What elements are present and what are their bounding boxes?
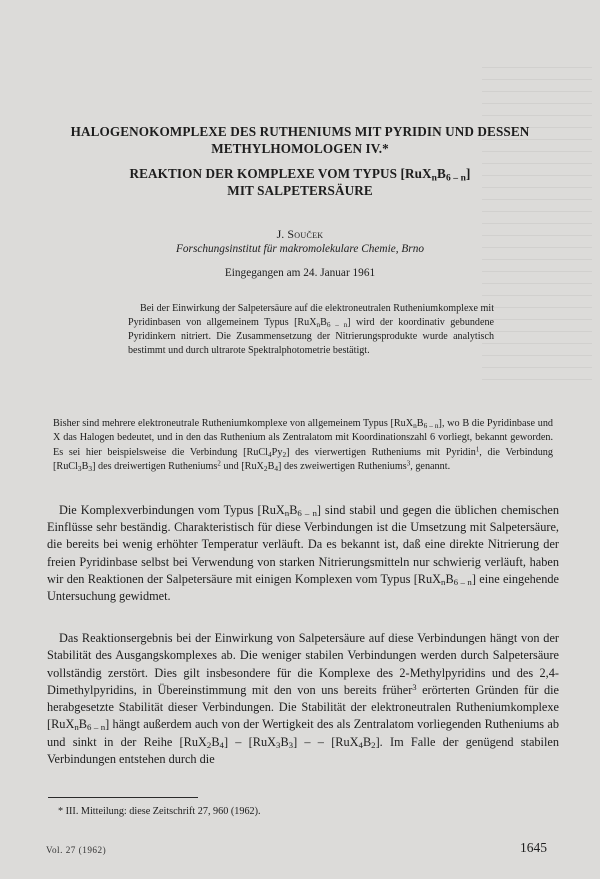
footnote-rule bbox=[48, 797, 198, 798]
author: J. Souček bbox=[276, 227, 324, 241]
footnote: * III. Mitteilung: diese Zeitschrift 27, 960 (1962). bbox=[58, 806, 261, 817]
title-line-1: HALOGENOKOMPLEXE DES RUTHENIUMS MIT PYRIDIN UND DESSEN bbox=[70, 124, 530, 139]
intro-paragraph: Bisher sind mehrere elektroneutrale Rutheniumkomplexe von allgemeinem Typus $[RuX_nB_{6 - n}]$, wo B die Pyridinbase und X das Halogen bedeutet, und in den das Ruthenium als Zentralatom mit Koordinationszahl 6 vorliegt, bekannt geworden. Es sei hier beispielsweise die Verbindung $[RuCl_4Py_2]$ des vierwertigen Rutheniums mit Pyridin$^1$, die Verbindung $[RuCl_3B_3]$ des dreiwertigen Rutheniums$^2$ und $[RuX_2B_4]$ des zweiwertigen Rutheniums$^3$, genannt. bbox=[53, 418, 554, 474]
body-paragraph-1: Die Komplexverbindungen vom Typus $[RuX_nB_{6 - n}]$ sind stabil und gegen die üblichen chemischen Einflüsse sehr beständig. Charakteristisch für diese Verbindungen ist die Umsetzung mit Salpetersäure, die bereits bei wenig erhöhter Temperatur verläuft. Da es bekannt ist, daß eine direkte Nitrierung der freien Pyridinbase selbst bei Verwendung von starken Nitrierungsmitteln nur schwierig verläuft, haben wir den Reaktionen der Salpetersäure mit einigen Komplexen vom Typus $[RuX_nB_{6 - n}]$ eine eingehende Untersuchung gewidmet. bbox=[47, 503, 560, 604]
author-surname: Souček bbox=[287, 227, 324, 241]
page-number: 1645 bbox=[520, 840, 547, 855]
title-line-4: MIT SALPETERSÄURE bbox=[227, 183, 373, 198]
volume-label: Vol. 27 (1962) bbox=[46, 845, 107, 855]
title-line-2: METHYLHOMOLOGEN IV.* bbox=[211, 141, 389, 156]
received-date: Eingegangen am 24. Januar 1961 bbox=[224, 267, 376, 279]
abstract: Bei der Einwirkung der Salpetersäure auf die elektroneutralen Rutheniumkomplexe mit Pyridinbasen von allgemeinem Typus $[RuX_nB_{6 - n}]$ wird der koordinativ gebundene Pyridinkern nitriert. Die Zusammensetzung der Nitrierungsprodukte wurde analytisch bestimmt und durch ultrarote Spektralphotometrie bestätigt. bbox=[128, 303, 494, 356]
title-line-3: REAKTION DER KOMPLEXE VOM TYPUS $[RuX_nB_{6 - n}]$ bbox=[129, 166, 471, 184]
show-through-shadow bbox=[482, 60, 592, 380]
institute: Forschungsinstitut für makromolekulare Chemie, Brno bbox=[176, 243, 424, 255]
body-paragraph-2: Das Reaktionsergebnis bei der Einwirkung von Salpetersäure auf diese Verbindungen hängt von der Stabilität des Ausgangskomplexes ab. Die weniger stabilen Verbindungen werden durch Salpetersäure vollständig zerstört. Dies gilt insbesondere für die Komplexe des 2-Methylpyridins und des 2,4-Dimethylpyridins, in Übereinstimmung mit den von uns bereits früher$^3$ erörterten Gründen für die herabgesetzte Stabilität dieser Verbindungen. Die Stabilität der elektroneutralen Rutheniumkomplexe $[RuX_nB_{6 - n}]$ hängt außerdem auch von der Wertigkeit des als Zentralatom vorliegenden Rutheniums ab und sinkt in der Reihe $[RuX_2B_4] - [RuX_3B_3]$ – – $[RuX_4B_2]$. Im Falle der genügend stabilen Verbindungen entstehen durch die bbox=[47, 631, 559, 767]
